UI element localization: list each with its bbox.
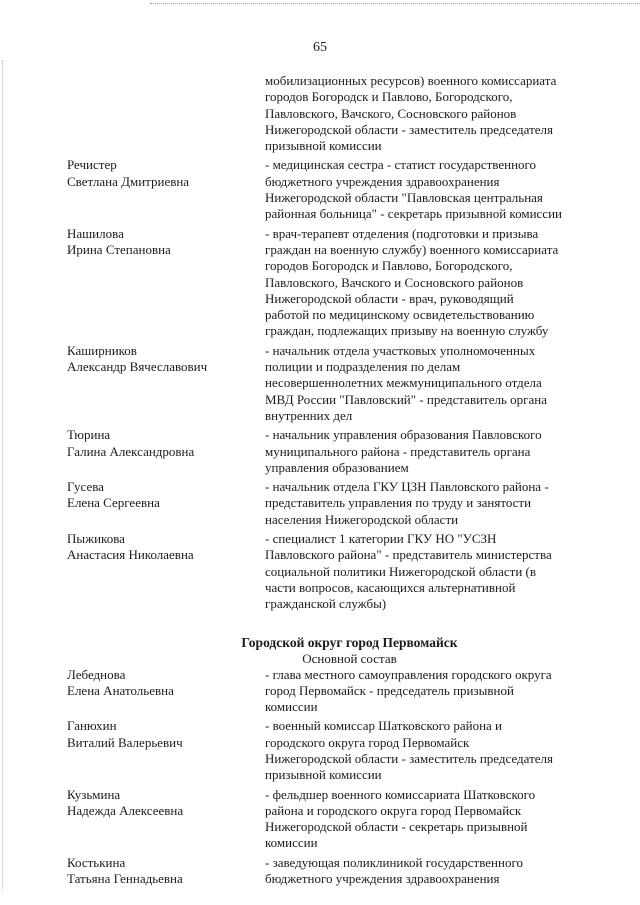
member-position-line: социальной политики Нижегородской области (в (265, 563, 537, 579)
member-position-line: Нижегородской области - заместитель председателя (265, 750, 554, 766)
member-name (67, 718, 265, 783)
member-entry (67, 855, 592, 888)
member-position-line: управления образованием (265, 459, 409, 475)
member-position (265, 531, 592, 612)
member-name (67, 787, 265, 852)
member-position-line: Павловского района" - представитель министерства (265, 547, 552, 563)
member-entry (67, 718, 592, 783)
member-position-line: Павловского, Вачского, Сосновского районов (265, 105, 517, 121)
member-entry (67, 787, 592, 852)
document-body (67, 73, 592, 890)
entry-spacer (67, 613, 592, 616)
member-entry (67, 667, 592, 716)
member-position (265, 226, 592, 340)
member-position-line: части вопросов, касающихся альтернативной (265, 579, 516, 595)
member-name-line: Анастасия Николаевна (67, 547, 194, 563)
member-position-line: - глава местного самоуправления городского округа (265, 666, 552, 682)
member-name (67, 73, 265, 154)
member-name-line: Светлана Дмитриевна (67, 173, 190, 189)
member-position-line: населения Нижегородской области (265, 511, 459, 527)
member-position-line: мобилизационных ресурсов) военного комиссариата (265, 73, 557, 88)
member-position-line: - начальник отдела участковых уполномоченных (265, 342, 536, 358)
member-name (67, 157, 265, 222)
member-position-line: комиссии (265, 699, 318, 715)
member-name-line: Кузьмина (67, 786, 121, 802)
member-name-line: Лебеднова (67, 666, 126, 682)
member-name (67, 343, 265, 424)
commission-members-list (67, 73, 592, 616)
scan-top-border (150, 3, 640, 4)
member-name-line: Тюрина (67, 427, 111, 443)
entry-spacer (67, 887, 592, 890)
member-position-line: Нижегородской области - заместитель председателя (265, 121, 554, 137)
commission-members-list-pervomaysk (67, 667, 592, 891)
member-name-line: Александр Вячеславович (67, 359, 208, 375)
member-name-line: Нашилова (67, 225, 124, 241)
member-position-line: граждан на военную службу) военного комиссариата (265, 241, 559, 257)
member-name-line: Костькина (67, 854, 126, 870)
member-position-line: представитель управления по труду и занятости (265, 495, 532, 511)
member-position (265, 157, 592, 222)
member-position (265, 73, 592, 154)
member-entry (67, 226, 592, 340)
member-position-line: гражданской службы) (265, 596, 387, 612)
member-name-line: Надежда Алексеевна (67, 802, 184, 818)
member-name-line: Виталий Валерьевич (67, 734, 183, 750)
member-entry (67, 73, 592, 154)
member-position-line: Павловского, Вачского и Сосновского районов (265, 274, 524, 290)
member-name-line: Каширников (67, 342, 137, 358)
member-position-line: - начальник отдела ГКУ ЦЗН Павловского района - (265, 479, 549, 495)
member-name-line: Елена Сергеевна (67, 495, 160, 511)
member-position-line: - заведующая поликлиникой государственного (265, 854, 523, 870)
member-entry (67, 343, 592, 424)
member-position-line: работой по медицинскому освидетельствованию (265, 307, 535, 323)
member-position-line: - военный комиссар Шатковского района и (265, 718, 503, 734)
member-position-line: - медицинская сестра - статист государственного (265, 157, 537, 173)
member-name (67, 667, 265, 716)
member-position-line: - фельдшер военного комиссариата Шатковского (265, 786, 536, 802)
member-position-line: Нижегородской области - врач, руководящий (265, 290, 514, 306)
member-name (67, 226, 265, 340)
member-entry (67, 157, 592, 222)
member-position-line: призывной комиссии (265, 767, 382, 783)
member-position-line: района и городского округа город Первомайск (265, 802, 522, 818)
member-name (67, 855, 265, 888)
member-position-line: - специалист 1 категории ГКУ НО "УСЗН (265, 531, 497, 547)
member-name-line: Ирина Степановна (67, 241, 171, 257)
member-position-line: Нижегородской области "Павловская центральная (265, 190, 543, 206)
member-position-line: районная больница" - секретарь призывной комиссии (265, 206, 562, 222)
member-position-line: граждан, подлежащих призыву на военную службу (265, 323, 549, 339)
member-position-line: городов Богородск и Павлово, Богородского, (265, 89, 513, 105)
member-name-line: Гусева (67, 479, 104, 495)
member-entry (67, 531, 592, 612)
member-position-line: полиции и подразделения по делам (265, 359, 461, 375)
member-position-line: - врач-терапевт отделения (подготовки и призыва (265, 225, 539, 241)
member-name-line: Галина Александровна (67, 443, 195, 459)
member-position-line: бюджетного учреждения здравоохранения (265, 173, 500, 189)
member-name-line: Речистер (67, 157, 117, 173)
member-position-line: бюджетного учреждения здравоохранения (265, 871, 500, 887)
page-number: 65 (313, 40, 327, 55)
member-entry (67, 427, 592, 476)
section-heading: Городской округ город Первомайск (241, 634, 458, 650)
section-subheading: Основной состав (302, 650, 397, 666)
member-name-line: Татьяна Геннадьевна (67, 871, 183, 887)
member-position (265, 343, 592, 424)
member-position (265, 667, 592, 716)
member-position-line: несовершеннолетних межмуниципального отдела (265, 375, 542, 391)
member-position-line: - начальник управления образования Павловского (265, 427, 542, 443)
member-position-line: город Первомайск - председатель призывной (265, 682, 514, 698)
member-name (67, 427, 265, 476)
member-position-line: внутренних дел (265, 407, 353, 423)
member-position-line: МВД России "Павловский" - представитель органа (265, 391, 547, 407)
member-position (265, 427, 592, 476)
member-position-line: городов Богородск и Павлово, Богородского, (265, 258, 513, 274)
member-name (67, 479, 265, 528)
member-name (67, 531, 265, 612)
member-name-line: Елена Анатольевна (67, 682, 174, 698)
scan-left-border (2, 60, 3, 890)
member-position (265, 787, 592, 852)
member-entry (67, 479, 592, 528)
member-position-line: комиссии (265, 835, 318, 851)
member-position-line: призывной комиссии (265, 138, 382, 154)
member-position-line: муниципального района - представитель органа (265, 443, 531, 459)
member-position (265, 855, 592, 888)
member-position-line: городского округа город Первомайск (265, 734, 470, 750)
member-name-line: Ганюхин (67, 718, 117, 734)
member-position (265, 479, 592, 528)
member-position-line: Нижегородской области - секретарь призывной (265, 819, 528, 835)
member-position (265, 718, 592, 783)
member-name-line: Пыжикова (67, 531, 125, 547)
